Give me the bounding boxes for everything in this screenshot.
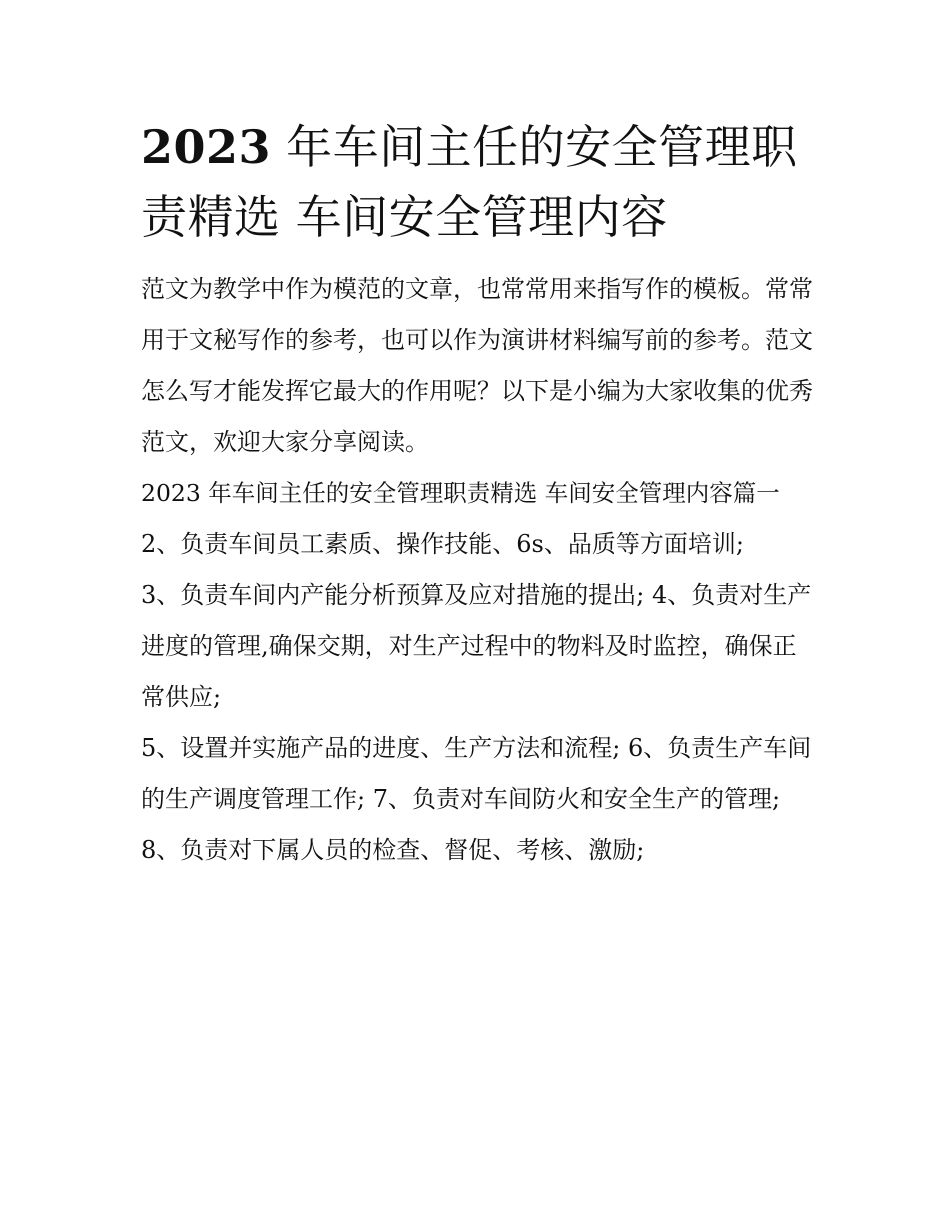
document-title xyxy=(141,112,813,252)
duty-paragraph: 3、负责车间内产能分析预算及应对措施的提出; 4、负责对生产进度的管理,确保交期，对生产过程中的物料及时监控，确保正常供应; xyxy=(141,581,812,711)
intro-paragraph: 范文为教学中作为模范的文章，也常常用来指写作的模板。常常用于文秘写作的参考，也可以作为演讲材料编写前的参考。范文怎么写才能发挥它最大的作用呢？以下是小编为大家收集的优秀范文，欢迎大家分享阅读。 xyxy=(141,275,813,456)
title-year: 2023 xyxy=(141,120,272,174)
duty-paragraph: 8、负责对下属人员的检查、督促、考核、激励; xyxy=(141,836,645,864)
document-body xyxy=(141,112,813,876)
title-text: 年车间主任的安全管理职责精选 车间安全管理内容 xyxy=(141,120,798,244)
duty-paragraph: 2、负责车间员工素质、操作技能、6s、品质等方面培训; xyxy=(141,530,744,558)
section-heading: 2023 年车间主任的安全管理职责精选 车间安全管理内容篇一 xyxy=(141,479,780,507)
duty-paragraph: 5、设置并实施产品的进度、生产方法和流程; 6、负责生产车间的生产调度管理工作; 7、负责对车间防火和安全生产的管理; xyxy=(141,734,812,813)
